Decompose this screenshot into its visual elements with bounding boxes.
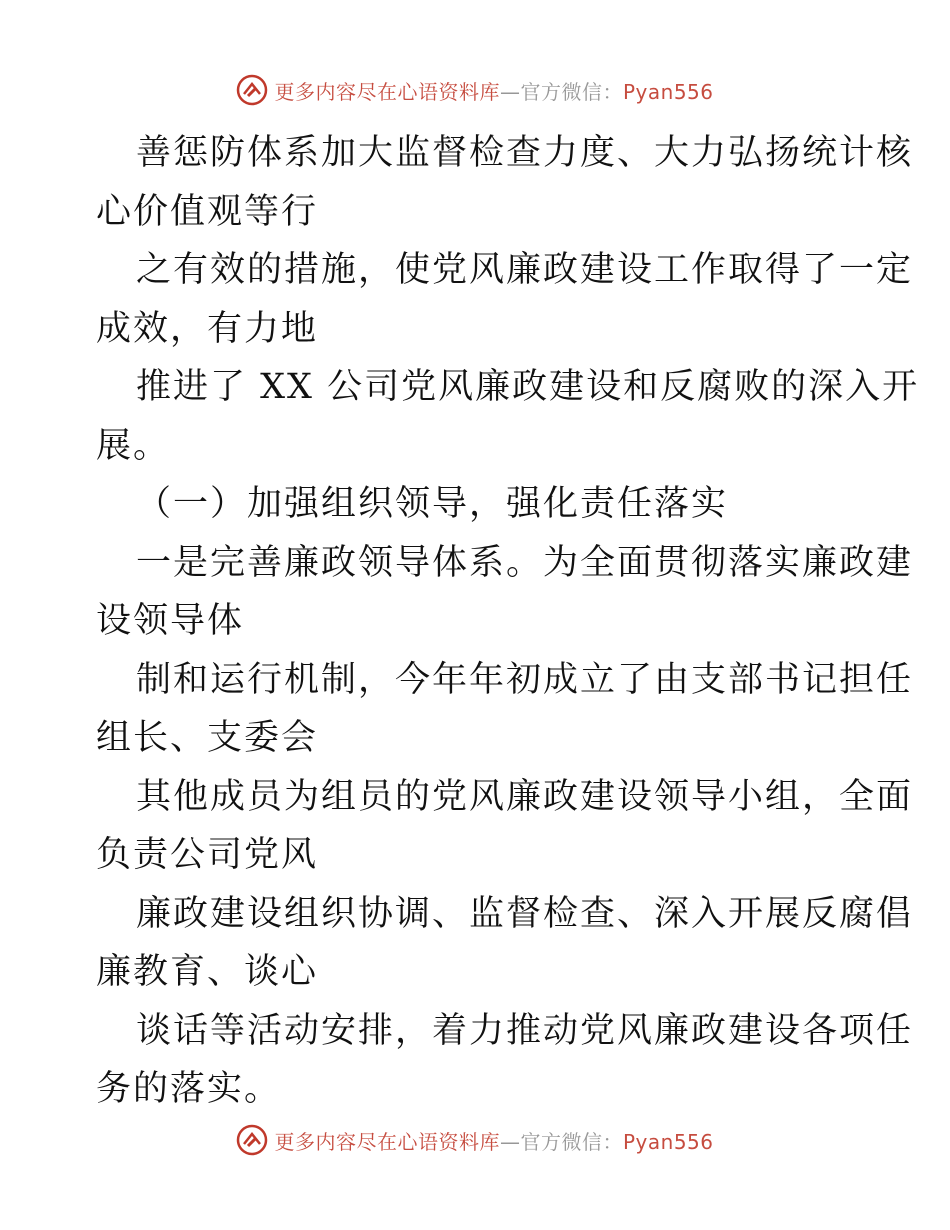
watermark-brand: 更多内容尽在心语资料库 [274, 79, 500, 104]
body-line: 之有效的措施，使党风廉政建设工作取得了一定 [136, 250, 914, 290]
watermark-dash: —官方微信： [499, 79, 623, 104]
body-line: 务的落实。 [96, 1069, 282, 1109]
watermark-account: Pyan556 [622, 1129, 714, 1154]
watermark-text [274, 1126, 713, 1155]
document-body [96, 124, 920, 1119]
watermark-footer [0, 1120, 950, 1160]
body-line: 推进了 XX 公司党风廉政建设和反腐败的深入开 [136, 367, 920, 407]
watermark-brand: 更多内容尽在心语资料库 [274, 1129, 500, 1154]
watermark-text [274, 76, 713, 105]
body-line: 成效，有力地 [96, 308, 319, 349]
body-line: 组长、支委会 [96, 718, 319, 758]
body-line: 制和运行机制，今年年初成立了由支部书记担任 [136, 659, 914, 700]
book-pen-logo-icon [236, 74, 268, 106]
body-line: 谈话等活动安排，着力推动党风廉政建设各项任 [136, 1010, 914, 1051]
book-pen-logo-icon [236, 1124, 268, 1156]
body-line: 其他成员为组员的党风廉政建设领导小组，全面 [136, 776, 914, 817]
body-line: 一是完善廉政领导体系。为全面贯彻落实廉政建 [136, 542, 914, 583]
watermark-dash: —官方微信： [499, 1129, 623, 1154]
body-line: 设领导体 [96, 601, 245, 641]
body-line: 廉教育、谈心 [96, 952, 319, 992]
body-line: 廉政建设组织协调、监督检查、深入开展反腐倡 [136, 893, 914, 934]
body-line: 负责公司党风 [96, 835, 319, 875]
body-line: 展。 [96, 425, 171, 466]
section-heading: （一）加强组织领导，强化责任落实 [136, 484, 729, 524]
body-line: 善惩防体系加大监督检查力度、大力弘扬统计核 [136, 133, 914, 173]
body-line: 心价值观等行 [96, 191, 319, 232]
watermark-header [0, 70, 950, 110]
watermark-account: Pyan556 [622, 79, 714, 104]
